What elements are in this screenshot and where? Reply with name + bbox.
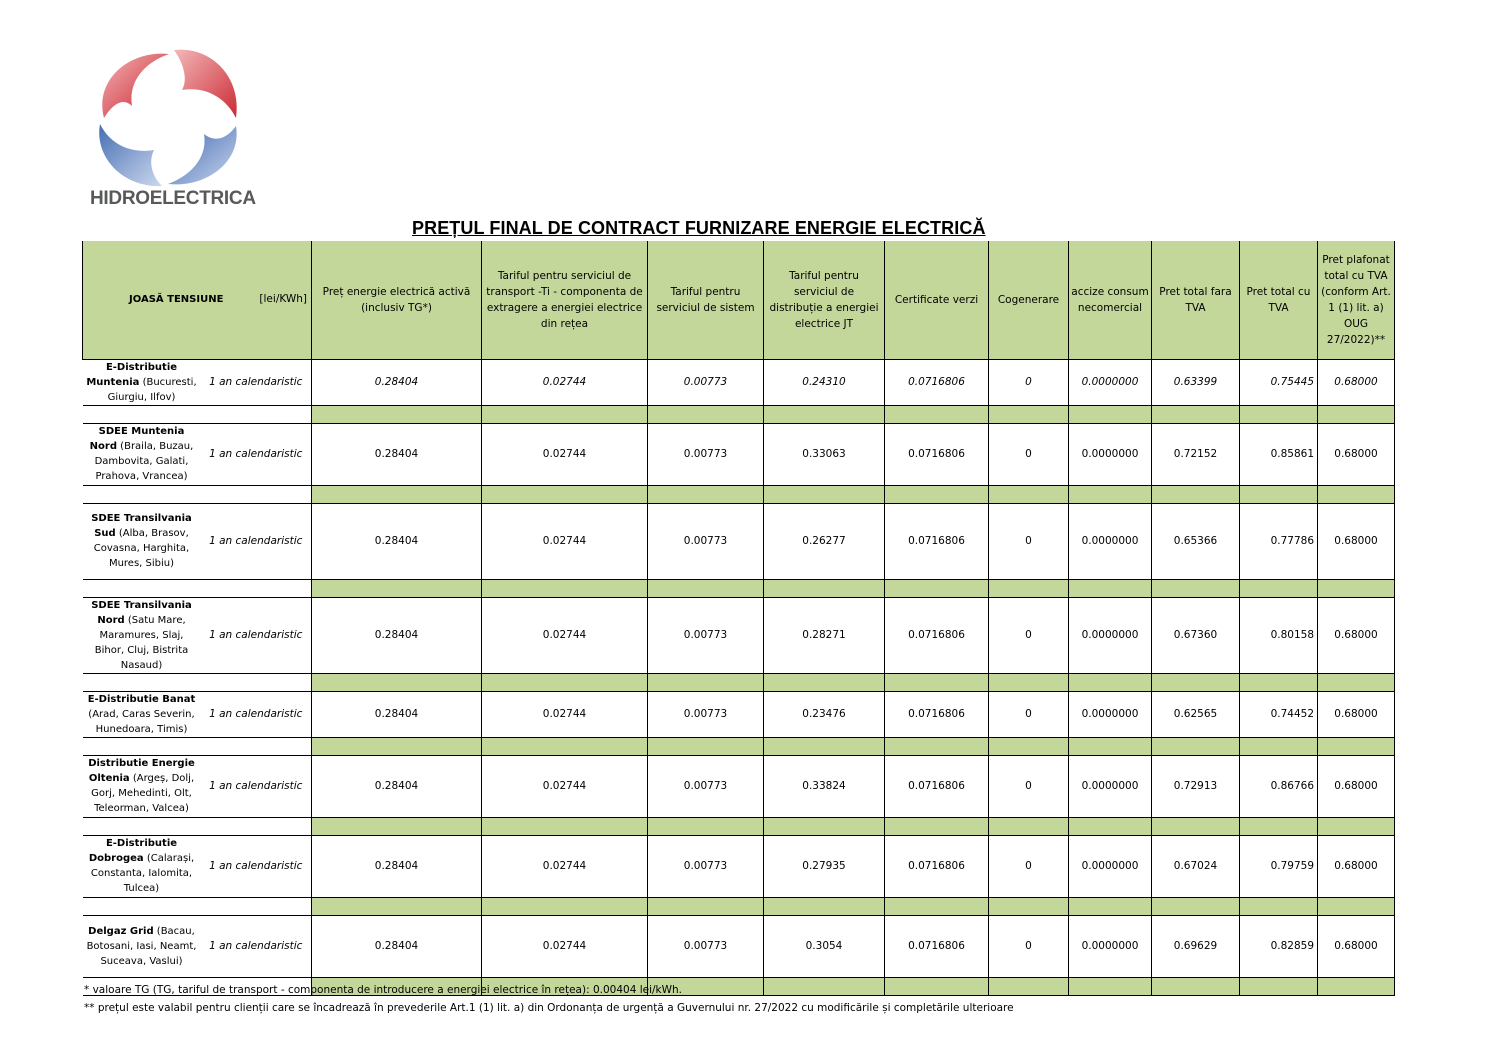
spacer-cell [1152, 485, 1240, 503]
spacer-row [83, 485, 1395, 503]
spacer-cell [1240, 737, 1318, 755]
period-cell: 1 an calendaristic [201, 503, 312, 579]
value-cell: 0.0716806 [885, 359, 989, 405]
value-cell: 0.68000 [1318, 359, 1395, 405]
spacer-cell [1152, 673, 1240, 691]
value-cell: 0 [989, 755, 1069, 817]
value-cell: 0.3054 [764, 915, 885, 977]
value-cell: 0.28404 [312, 597, 482, 673]
spacer-cell [312, 817, 482, 835]
spacer-cell [648, 579, 764, 597]
provider-areas: (Alba, Brasov, Covasna, Harghita, Mures, Sibiu) [93, 528, 190, 569]
value-cell: 0.0000000 [1069, 915, 1152, 977]
value-cell: 0 [989, 597, 1069, 673]
value-cell: 0.28404 [312, 755, 482, 817]
header-unit-label: [lei/KWh] [259, 293, 307, 306]
spacer-cell [482, 817, 648, 835]
table-header-row [83, 241, 1395, 359]
spacer-cell [1318, 485, 1395, 503]
col-header: Cogenerare [989, 241, 1069, 359]
spacer-cell [1152, 405, 1240, 423]
provider-name: Delgaz Grid [88, 925, 154, 937]
col-header: Pret total fara TVA [1152, 241, 1240, 359]
value-cell: 0.74452 [1240, 691, 1318, 737]
spacer-blank-cell [83, 817, 312, 835]
value-cell: 0.0716806 [885, 915, 989, 977]
value-cell: 0.68000 [1318, 835, 1395, 897]
spacer-blank-cell [83, 737, 312, 755]
spacer-blank-cell [83, 579, 312, 597]
value-cell: 0.23476 [764, 691, 885, 737]
hidroelectrica-logo [84, 40, 254, 220]
value-cell: 0 [989, 359, 1069, 405]
provider-cell [83, 503, 201, 579]
spacer-cell [1069, 405, 1152, 423]
col-header: accize consum necomercial [1069, 241, 1152, 359]
logo-swirl-icon [84, 40, 254, 190]
spacer-cell [764, 485, 885, 503]
spacer-cell [989, 897, 1069, 915]
period-cell: 1 an calendaristic [201, 691, 312, 737]
spacer-cell [1152, 817, 1240, 835]
col-header: Preț energie electrică activă (inclusiv TG*) [312, 241, 482, 359]
spacer-cell [1069, 673, 1152, 691]
table-row [83, 835, 1395, 897]
value-cell: 0.68000 [1318, 503, 1395, 579]
value-cell: 0.68000 [1318, 915, 1395, 977]
provider-areas: (Bucuresti, Giurgiu, Ilfov) [107, 376, 197, 403]
spacer-cell [482, 405, 648, 423]
value-cell: 0.0716806 [885, 755, 989, 817]
value-cell: 0.00773 [648, 503, 764, 579]
spacer-cell [1152, 737, 1240, 755]
value-cell: 0.0716806 [885, 503, 989, 579]
value-cell: 0.0716806 [885, 835, 989, 897]
spacer-row [83, 579, 1395, 597]
value-cell: 0.27935 [764, 835, 885, 897]
spacer-blank-cell [83, 405, 312, 423]
value-cell: 0.67024 [1152, 835, 1240, 897]
value-cell: 0.68000 [1318, 755, 1395, 817]
col-header: Pret plafonat total cu TVA (conform Art. 1 (1) lit. a) OUG 27/2022)** [1318, 241, 1395, 359]
spacer-cell [312, 673, 482, 691]
col-header: Certificate verzi [885, 241, 989, 359]
value-cell: 0.33063 [764, 423, 885, 485]
value-cell: 0.28404 [312, 691, 482, 737]
spacer-cell [1069, 897, 1152, 915]
provider-cell [83, 359, 201, 405]
spacer-cell [1069, 977, 1152, 995]
value-cell: 0.00773 [648, 423, 764, 485]
period-cell: 1 an calendaristic [201, 423, 312, 485]
spacer-row [83, 673, 1395, 691]
provider-areas: (Argeș, Dolj, Gorj, Mehedinti, Olt, Teleorman, Valcea) [91, 773, 195, 814]
spacer-row [83, 737, 1395, 755]
spacer-cell [764, 673, 885, 691]
footnotes [84, 981, 1014, 1017]
provider-name: SDEE Transilvania Sud [91, 513, 192, 539]
value-cell: 0.00773 [648, 691, 764, 737]
col-header: Tariful pentru serviciul de transport -Ti - componenta de extragere a energiei electrice din rețea [482, 241, 648, 359]
spacer-cell [1152, 897, 1240, 915]
value-cell: 0 [989, 423, 1069, 485]
spacer-cell [1318, 977, 1395, 995]
spacer-cell [885, 485, 989, 503]
table-row [83, 691, 1395, 737]
value-cell: 0.0000000 [1069, 691, 1152, 737]
spacer-cell [764, 897, 885, 915]
spacer-cell [989, 737, 1069, 755]
spacer-cell [312, 737, 482, 755]
logo-wordmark: HIDROELECTRICA [90, 188, 256, 209]
spacer-cell [989, 579, 1069, 597]
footnote-2: ** prețul este valabil pentru clienții care se încadrează în prevederile Art.1 (1) lit. a) din Ordonanța de urgență a Guvernului nr. 27/2022 cu modificările și completările ulterioare [84, 1002, 1014, 1014]
period-cell: 1 an calendaristic [201, 755, 312, 817]
spacer-cell [312, 405, 482, 423]
spacer-cell [1240, 485, 1318, 503]
spacer-cell [1318, 737, 1395, 755]
value-cell: 0 [989, 691, 1069, 737]
spacer-cell [312, 897, 482, 915]
value-cell: 0 [989, 835, 1069, 897]
value-cell: 0.0000000 [1069, 835, 1152, 897]
spacer-cell [764, 579, 885, 597]
spacer-cell [764, 737, 885, 755]
spacer-cell [1318, 897, 1395, 915]
provider-name: SDEE Transilvania Nord [91, 599, 192, 626]
provider-areas: (Arad, Caras Severin, Hunedoara, Timis) [88, 708, 195, 735]
value-cell: 0.00773 [648, 359, 764, 405]
spacer-blank-cell [83, 897, 312, 915]
spacer-cell [648, 485, 764, 503]
period-cell: 1 an calendaristic [201, 835, 312, 897]
provider-cell [83, 835, 201, 897]
value-cell: 0.00773 [648, 835, 764, 897]
value-cell: 0.02744 [482, 835, 648, 897]
value-cell: 0.72152 [1152, 423, 1240, 485]
price-table [82, 241, 1395, 996]
spacer-cell [648, 737, 764, 755]
spacer-cell [885, 897, 989, 915]
value-cell: 0.68000 [1318, 691, 1395, 737]
spacer-cell [1318, 817, 1395, 835]
value-cell: 0.69629 [1152, 915, 1240, 977]
spacer-cell [1318, 405, 1395, 423]
value-cell: 0.72913 [1152, 755, 1240, 817]
value-cell: 0.00773 [648, 915, 764, 977]
col-header: Pret total cu TVA [1240, 241, 1318, 359]
value-cell: 0.24310 [764, 359, 885, 405]
value-cell: 0.02744 [482, 503, 648, 579]
value-cell: 0.26277 [764, 503, 885, 579]
spacer-cell [764, 817, 885, 835]
spacer-cell [648, 817, 764, 835]
spacer-cell [482, 897, 648, 915]
period-cell: 1 an calendaristic [201, 597, 312, 673]
value-cell: 0.63399 [1152, 359, 1240, 405]
value-cell: 0.80158 [1240, 597, 1318, 673]
value-cell: 0.86766 [1240, 755, 1318, 817]
value-cell: 0.00773 [648, 597, 764, 673]
spacer-cell [1152, 579, 1240, 597]
col-header: Tariful pentru serviciul de distribuție a energiei electrice JT [764, 241, 885, 359]
spacer-cell [885, 405, 989, 423]
spacer-cell [1240, 405, 1318, 423]
spacer-cell [989, 485, 1069, 503]
spacer-cell [1069, 817, 1152, 835]
spacer-cell [1240, 817, 1318, 835]
provider-areas: (Bacau, Botosani, Iasi, Neamt, Suceava, Vaslui) [86, 925, 197, 967]
provider-areas: (Satu Mare, Maramures, Slaj, Bihor, Cluj, Bistrita Nasaud) [94, 614, 189, 671]
table-row [83, 915, 1395, 977]
spacer-cell [1318, 673, 1395, 691]
provider-areas: (Braila, Buzau, Dambovita, Galati, Prahova, Vrancea) [94, 441, 194, 482]
spacer-cell [312, 579, 482, 597]
value-cell: 0.0000000 [1069, 359, 1152, 405]
provider-name: SDEE Muntenia Nord [89, 426, 185, 452]
spacer-cell [1152, 977, 1240, 995]
spacer-cell [1069, 485, 1152, 503]
spacer-cell [1318, 579, 1395, 597]
spacer-blank-cell [83, 485, 312, 503]
header-voltage-label: JOASĂ TENSIUNE [129, 294, 224, 306]
provider-cell [83, 597, 201, 673]
col-header: Tariful pentru serviciul de sistem [648, 241, 764, 359]
spacer-cell [885, 737, 989, 755]
spacer-cell [648, 897, 764, 915]
provider-name: E-Distributie Dobrogea [88, 838, 178, 864]
table-row [83, 503, 1395, 579]
header-voltage-cell [83, 241, 312, 359]
spacer-cell [885, 579, 989, 597]
spacer-cell [312, 485, 482, 503]
period-cell: 1 an calendaristic [201, 359, 312, 405]
value-cell: 0.65366 [1152, 503, 1240, 579]
spacer-cell [482, 737, 648, 755]
spacer-row [83, 817, 1395, 835]
value-cell: 0.62565 [1152, 691, 1240, 737]
spacer-cell [764, 405, 885, 423]
spacer-cell [1240, 977, 1318, 995]
provider-cell [83, 691, 201, 737]
value-cell: 0.0000000 [1069, 755, 1152, 817]
value-cell: 0.77786 [1240, 503, 1318, 579]
spacer-cell [482, 579, 648, 597]
value-cell: 0.33824 [764, 755, 885, 817]
provider-cell [83, 423, 201, 485]
spacer-cell [1240, 897, 1318, 915]
value-cell: 0.0716806 [885, 597, 989, 673]
spacer-blank-cell [83, 673, 312, 691]
spacer-cell [989, 405, 1069, 423]
value-cell: 0.82859 [1240, 915, 1318, 977]
value-cell: 0.02744 [482, 423, 648, 485]
value-cell: 0.67360 [1152, 597, 1240, 673]
value-cell: 0.02744 [482, 915, 648, 977]
table-row [83, 755, 1395, 817]
footnote-1: * valoare TG (TG, tariful de transport - componenta de introducere a energiei electrice în rețea): 0.00404 lei/kWh. [84, 984, 683, 996]
provider-name: E-Distributie Muntenia [86, 361, 178, 388]
value-cell: 0.0000000 [1069, 423, 1152, 485]
document-title: PREȚUL FINAL DE CONTRACT FURNIZARE ENERGIE ELECTRICĂ [412, 218, 986, 238]
value-cell: 0.75445 [1240, 359, 1318, 405]
table-row [83, 423, 1395, 485]
value-cell: 0.28404 [312, 503, 482, 579]
provider-name: E-Distributie Banat [87, 693, 196, 705]
spacer-cell [482, 485, 648, 503]
spacer-cell [1069, 579, 1152, 597]
spacer-cell [989, 817, 1069, 835]
table-row [83, 597, 1395, 673]
value-cell: 0.02744 [482, 597, 648, 673]
value-cell: 0.68000 [1318, 423, 1395, 485]
spacer-cell [989, 673, 1069, 691]
value-cell: 0.85861 [1240, 423, 1318, 485]
value-cell: 0.28404 [312, 359, 482, 405]
table-row [83, 359, 1395, 405]
spacer-row [83, 405, 1395, 423]
value-cell: 0.0716806 [885, 423, 989, 485]
value-cell: 0.0000000 [1069, 597, 1152, 673]
provider-cell [83, 915, 201, 977]
value-cell: 0.28404 [312, 835, 482, 897]
spacer-row [83, 897, 1395, 915]
value-cell: 0.02744 [482, 691, 648, 737]
spacer-cell [648, 405, 764, 423]
value-cell: 0.0716806 [885, 691, 989, 737]
value-cell: 0.28404 [312, 423, 482, 485]
spacer-cell [648, 673, 764, 691]
provider-areas: (Calarași, Constanta, Ialomita, Tulcea) [90, 853, 195, 894]
spacer-cell [1240, 673, 1318, 691]
value-cell: 0.02744 [482, 359, 648, 405]
value-cell: 0.0000000 [1069, 503, 1152, 579]
spacer-cell [1240, 579, 1318, 597]
provider-name: Distributie Energie Oltenia [88, 758, 195, 784]
provider-cell [83, 755, 201, 817]
period-cell: 1 an calendaristic [201, 915, 312, 977]
spacer-cell [1069, 737, 1152, 755]
spacer-cell [885, 817, 989, 835]
spacer-cell [885, 673, 989, 691]
value-cell: 0.00773 [648, 755, 764, 817]
value-cell: 0.68000 [1318, 597, 1395, 673]
spacer-cell [482, 673, 648, 691]
value-cell: 0.79759 [1240, 835, 1318, 897]
value-cell: 0.02744 [482, 755, 648, 817]
value-cell: 0 [989, 503, 1069, 579]
value-cell: 0.28271 [764, 597, 885, 673]
value-cell: 0.28404 [312, 915, 482, 977]
value-cell: 0 [989, 915, 1069, 977]
